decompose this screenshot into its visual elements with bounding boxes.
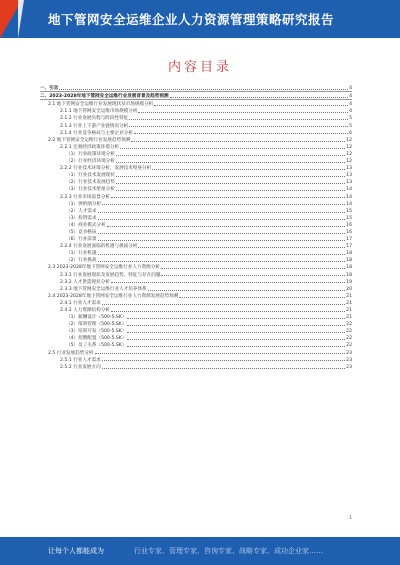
toc-entry-text: 2.1.2 行业发展历程与阶段性特征 <box>60 116 129 122</box>
toc-entry[interactable] <box>40 114 352 121</box>
toc-entry-text: 2.3.3 地下管网安全运维行业人才培养体系 <box>60 286 147 292</box>
toc-entry[interactable] <box>40 143 352 150</box>
toc-entry-page: 22 <box>346 329 352 335</box>
toc-leader-dots <box>98 233 346 234</box>
toc-leader-dots <box>148 290 345 291</box>
toc-entry-text: （2）行业经济环境分析 <box>66 159 115 165</box>
toc-entry-page: 16 <box>346 222 352 228</box>
toc-entry-text: （1）行业政策环境分析 <box>66 151 115 157</box>
toc-entry-page: 5 <box>349 116 352 122</box>
header-stripe <box>18 0 24 38</box>
toc-leader-dots <box>116 155 345 156</box>
toc-leader-dots <box>138 112 348 113</box>
toc-leader-dots <box>98 261 346 262</box>
toc-entry-text: 2.1.1 地下管网安全运维市场规模分析 <box>60 109 138 115</box>
toc-entry[interactable] <box>40 164 352 171</box>
toc-entry-page: 23 <box>346 364 352 370</box>
table-of-contents <box>40 84 352 370</box>
toc-entry-text: 2.3.2 人才供需现状分析 <box>60 279 110 285</box>
toc-entry-page: 13 <box>346 180 352 186</box>
toc-heading: 内容目录 <box>167 60 232 75</box>
toc-entry-text: 一、引言 <box>40 86 59 92</box>
toc-leader-dots <box>111 282 345 283</box>
toc-entry-page: 15 <box>346 215 352 221</box>
toc-entry[interactable] <box>40 235 352 242</box>
toc-entry-text: （4）商业模式分析 <box>66 222 106 228</box>
toc-leader-dots <box>127 325 345 326</box>
toc-entry[interactable] <box>40 363 352 370</box>
toc-entry[interactable] <box>40 334 352 341</box>
toc-entry[interactable] <box>40 278 352 285</box>
toc-entry-page: 23 <box>346 357 352 363</box>
toc-leader-dots <box>161 275 345 276</box>
toc-leader-dots <box>154 105 348 106</box>
toc-entry-page: 4 <box>349 109 352 115</box>
toc-entry[interactable] <box>40 320 352 327</box>
toc-entry-page: 14 <box>346 194 352 200</box>
toc-entry-text: 2.3.1 行业发展现状及发展趋势、特征与存在问题 <box>60 272 161 278</box>
toc-entry-page: 12 <box>346 159 352 165</box>
toc-entry-text: 2.1.3 行业上下游产业链情况分析 <box>60 123 129 129</box>
toc-entry-page: 18 <box>346 251 352 257</box>
toc-leader-dots <box>111 197 345 198</box>
toc-entry-text: （1）行业技术发展现状 <box>66 173 115 179</box>
toc-entry-text: （2）绩效管理（500-5.SK） <box>66 322 127 328</box>
toc-entry[interactable] <box>40 221 352 228</box>
toc-entry[interactable] <box>40 299 352 306</box>
toc-entry[interactable] <box>40 327 352 334</box>
toc-leader-dots <box>102 368 345 369</box>
toc-entry-text: （5）竞争格局 <box>66 229 97 235</box>
toc-entry[interactable] <box>40 249 352 256</box>
toc-leader-dots <box>98 212 346 213</box>
toc-leader-dots <box>107 226 345 227</box>
toc-entry-text: （5）员工关系（500-5.SK） <box>66 343 127 349</box>
toc-entry-page: 4 <box>349 102 352 108</box>
toc-entry[interactable] <box>40 129 352 136</box>
toc-leader-dots <box>98 219 346 220</box>
toc-leader-dots <box>161 268 345 269</box>
toc-entry[interactable] <box>40 92 352 100</box>
toc-entry[interactable] <box>40 348 352 355</box>
toc-entry-page: 19 <box>346 279 352 285</box>
toc-leader-dots <box>102 304 345 305</box>
toc-entry[interactable] <box>40 200 352 207</box>
toc-entry-page: 22 <box>346 322 352 328</box>
toc-entry[interactable] <box>40 256 352 263</box>
toc-entry-page: 6 <box>349 130 352 136</box>
toc-entry-page: 18 <box>346 265 352 271</box>
toc-entry-text: 2.2.3 行业市场前景分析 <box>60 194 110 200</box>
toc-entry-page: 22 <box>346 336 352 342</box>
toc-leader-dots <box>98 240 346 241</box>
toc-leader-dots <box>127 318 345 319</box>
toc-entry-text: （2）人才需求 <box>66 208 97 214</box>
toc-entry-text: 2.5 行业发展趋势分析 <box>48 350 94 356</box>
toc-entry-page: 23 <box>346 350 352 356</box>
toc-entry[interactable] <box>40 228 352 235</box>
toc-leader-dots <box>102 360 345 361</box>
toc-entry-page: 21 <box>346 300 352 306</box>
toc-entry[interactable] <box>40 100 352 107</box>
toc-entry-page: 13 <box>346 166 352 172</box>
toc-leader-dots <box>95 353 346 354</box>
toc-entry-page: 12 <box>346 137 352 143</box>
toc-entry[interactable] <box>40 263 352 270</box>
report-title: 地下管网安全运维企业人力资源管理策略研究报告 <box>48 12 335 27</box>
toc-entry[interactable] <box>40 136 352 143</box>
toc-entry[interactable] <box>40 207 352 214</box>
toc-entry-text: 2.2 地下管网安全运维行业发展趋势预测 <box>48 137 131 143</box>
toc-entry-text: 2.3 2023-2028年地下管网安全运维行业人力资源分析 <box>48 265 160 271</box>
toc-entry[interactable] <box>40 185 352 192</box>
toc-entry-page: 14 <box>346 201 352 207</box>
toc-entry[interactable] <box>40 356 352 363</box>
footer-roles: 行业专家、管理专家、咨询专家、战略专家、成功企业家…… <box>134 547 323 555</box>
toc-leader-dots <box>179 297 345 298</box>
toc-entry-text: 2.5.1 行业人才需求 <box>60 357 101 363</box>
toc-leader-dots <box>102 204 345 205</box>
toc-entry-page: 21 <box>346 315 352 321</box>
toc-entry-page: 22 <box>346 343 352 349</box>
toc-entry[interactable] <box>40 150 352 157</box>
toc-entry-page: 4 <box>349 94 352 100</box>
toc-leader-dots <box>59 89 348 90</box>
toc-leader-dots <box>134 133 348 134</box>
page-number: 1 <box>349 516 352 521</box>
toc-entry-text: 2.2.2 行业技术环境分析，发展技术壁垒分析 <box>60 166 152 172</box>
toc-leader-dots <box>116 190 345 191</box>
toc-leader-dots <box>116 176 345 177</box>
toc-entry[interactable] <box>40 306 352 313</box>
toc-entry-text: （3）培训开发（500-5.SK） <box>66 329 127 335</box>
toc-leader-dots <box>129 119 348 120</box>
footer-slogan: 让每个人都能成为 <box>48 547 104 555</box>
toc-leader-dots <box>138 247 345 248</box>
toc-entry-text: （3）投资需求 <box>66 215 97 221</box>
toc-entry-page: 17 <box>346 237 352 243</box>
toc-leader-dots <box>120 148 345 149</box>
toc-entry-page: 13 <box>346 173 352 179</box>
toc-entry-page: 17 <box>346 244 352 250</box>
toc-entry-page: 4 <box>349 86 352 92</box>
toc-entry[interactable] <box>40 341 352 348</box>
toc-entry[interactable] <box>40 285 352 292</box>
toc-entry-text: （1）供给端分析 <box>66 201 102 207</box>
toc-entry-page: 5 <box>349 123 352 129</box>
toc-entry-page: 12 <box>346 151 352 157</box>
footer-bar <box>0 537 400 565</box>
toc-leader-dots <box>129 126 348 127</box>
toc-entry-page: 15 <box>346 208 352 214</box>
toc-entry[interactable] <box>40 292 352 299</box>
toc-leader-dots <box>131 141 345 142</box>
toc-entry-text: 2.2.1 宏观经济政策环境分析 <box>60 144 120 150</box>
toc-entry-page: 12 <box>346 144 352 150</box>
toc-entry-text: （1）薪酬设计（500-5.SK） <box>66 315 127 321</box>
header-bar <box>0 0 400 38</box>
toc-leader-dots <box>170 97 349 98</box>
toc-entry-page: 14 <box>346 187 352 193</box>
toc-entry-text: 2.4.1 行业人才需求 <box>60 300 101 306</box>
toc-entry[interactable] <box>40 157 352 164</box>
toc-entry-text: 2.2.4 行业发展面临的机遇与挑战分析 <box>60 244 138 250</box>
toc-entry-page: 21 <box>346 308 352 313</box>
toc-leader-dots <box>127 332 345 333</box>
toc-entry-text: （3）行业技术壁垒分析 <box>66 187 115 193</box>
toc-entry-text: （2）行业挑战 <box>66 258 97 264</box>
toc-leader-dots <box>111 311 345 312</box>
toc-leader-dots <box>98 254 346 255</box>
toc-entry-text: 2.1 地下管网安全运维行业发展现状及市场规模分析 <box>48 102 154 108</box>
toc-entry-text: 二、2023-2028年地下管网安全运维行业发展背景及趋势预测 <box>40 94 169 100</box>
toc-entry-page: 16 <box>346 229 352 235</box>
toc-entry-text: 2.1.4 行业竞争格局与主要企业分析 <box>60 130 133 136</box>
toc-entry-text: 2.5.2 行业发展方向 <box>60 364 101 370</box>
toc-entry-text: （4）招聘配置（500-5.SK） <box>66 336 127 342</box>
toc-entry-page: 20 <box>346 286 352 292</box>
toc-leader-dots <box>127 339 345 340</box>
toc-leader-dots <box>116 183 345 184</box>
toc-entry-text: 2.4 2023-2028年地下管网安全运维行业人力资源发展趋势预测 <box>48 293 179 299</box>
toc-entry[interactable] <box>40 84 352 92</box>
toc-entry-text: （2）行业技术发展趋势 <box>66 180 115 186</box>
toc-entry[interactable] <box>40 313 352 320</box>
toc-entry[interactable] <box>40 178 352 185</box>
toc-entry-text: （1）行业机遇 <box>66 251 97 257</box>
toc-entry[interactable] <box>40 171 352 178</box>
toc-entry[interactable] <box>40 121 352 128</box>
toc-entry[interactable] <box>40 270 352 277</box>
toc-entry-text: 2.4.2 人力资源结构分析 <box>60 308 110 313</box>
toc-entry[interactable] <box>40 192 352 199</box>
toc-entry-text: （6）行业前景 <box>66 237 97 243</box>
toc-entry[interactable] <box>40 214 352 221</box>
toc-leader-dots <box>127 346 345 347</box>
toc-entry[interactable] <box>40 107 352 114</box>
toc-leader-dots <box>116 162 345 163</box>
toc-entry-page: 18 <box>346 272 352 278</box>
toc-leader-dots <box>152 169 345 170</box>
toc-entry-page: 21 <box>346 293 352 299</box>
toc-entry-page: 18 <box>346 258 352 264</box>
toc-entry[interactable] <box>40 242 352 249</box>
